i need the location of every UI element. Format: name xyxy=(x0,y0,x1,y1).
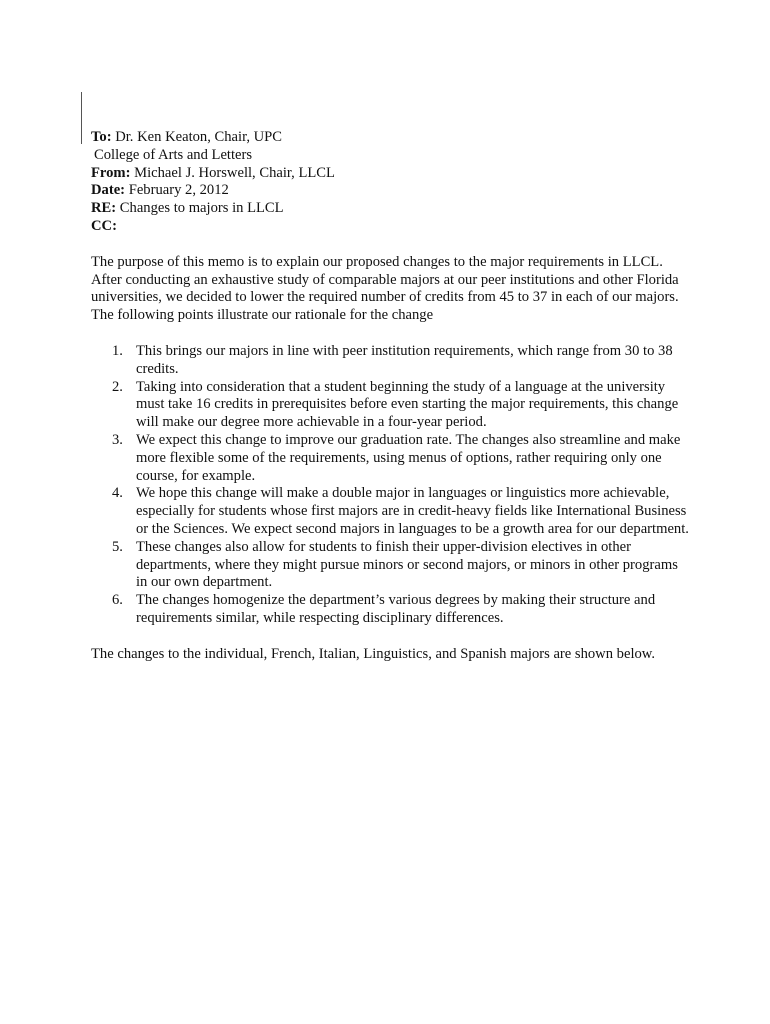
memo-cc-label: CC: xyxy=(91,217,117,234)
memo-to-line xyxy=(91,129,691,147)
memo-date-value: February 2, 2012 xyxy=(128,182,229,199)
memo-to-label: To: xyxy=(91,129,112,145)
spacer xyxy=(91,325,691,343)
list-item-text: Taking into consideration that a student beginning the study of a language at the university must take 16 credits in prerequisites before even starting the major requirements, this change will make our degree more achievable in a four-year period. xyxy=(136,378,679,431)
list-item-number: 2. xyxy=(112,378,123,395)
list-item-number: 3. xyxy=(112,431,123,448)
memo-closing-paragraph: The changes to the individual, French, Italian, Linguistics, and Spanish majors are shown below. xyxy=(91,645,656,662)
memo-from-line xyxy=(91,165,691,183)
list-item-text: These changes also allow for students to finish their upper-division electives in other departments, where they might pursue minors or second majors, or minors in other programs in our own department. xyxy=(136,538,678,591)
list-item xyxy=(91,485,691,538)
list-item-number: 6. xyxy=(112,592,123,609)
memo-re-line xyxy=(91,200,691,218)
memo-date-label: Date: xyxy=(91,182,126,199)
text-cursor-line xyxy=(81,92,82,144)
memo-re-value: Changes to majors in LLCL xyxy=(119,200,284,217)
list-item xyxy=(91,592,691,628)
memo-to-line-2: College of Arts and Letters xyxy=(94,146,253,163)
list-item xyxy=(91,379,691,432)
memo-from-value: Michael J. Horswell, Chair, LLCL xyxy=(134,164,335,181)
list-item-text: This brings our majors in line with peer institution requirements, which range from 30 to 38 credits. xyxy=(136,342,673,377)
memo-from-label: From: xyxy=(91,164,131,181)
list-item-number: 1. xyxy=(112,342,123,359)
spacer xyxy=(91,628,691,646)
list-item-number: 4. xyxy=(112,485,123,502)
memo-re-label: RE: xyxy=(91,200,117,217)
list-item-number: 5. xyxy=(112,538,123,555)
rationale-list xyxy=(91,343,691,628)
memo-date-line xyxy=(91,182,691,200)
memo-intro-paragraph: The purpose of this memo is to explain our proposed changes to the major requirements in LLCL. After conducting an exhaustive study of comparable majors at our peer institutions and other Florida universities, we decided to lower the required number of credits from 45 to 37 in each of our majors. The following points illustrate our rationale for the change xyxy=(91,253,679,324)
list-item-text: We hope this change will make a double major in languages or linguistics more achievable, especially for students whose first majors are in credit-heavy fields like International Business or the Sciences. We expect second majors in languages to be a growth area for our department. xyxy=(136,485,689,537)
list-item-text: We expect this change to improve our graduation rate. The changes also streamline and make more flexible some of the requirements, using menus of options, rather requiring only one course, for example. xyxy=(136,431,681,484)
memo-cc-line xyxy=(91,218,691,236)
memo-page xyxy=(91,129,691,664)
list-item xyxy=(91,539,691,592)
spacer xyxy=(91,236,691,254)
list-item xyxy=(91,432,691,485)
memo-to-value: Dr. Ken Keaton, Chair, UPC xyxy=(115,129,283,145)
list-item xyxy=(91,343,691,379)
list-item-text: The changes homogenize the department’s various degrees by making their structure and requirements similar, while respecting disciplinary differences. xyxy=(136,592,656,626)
